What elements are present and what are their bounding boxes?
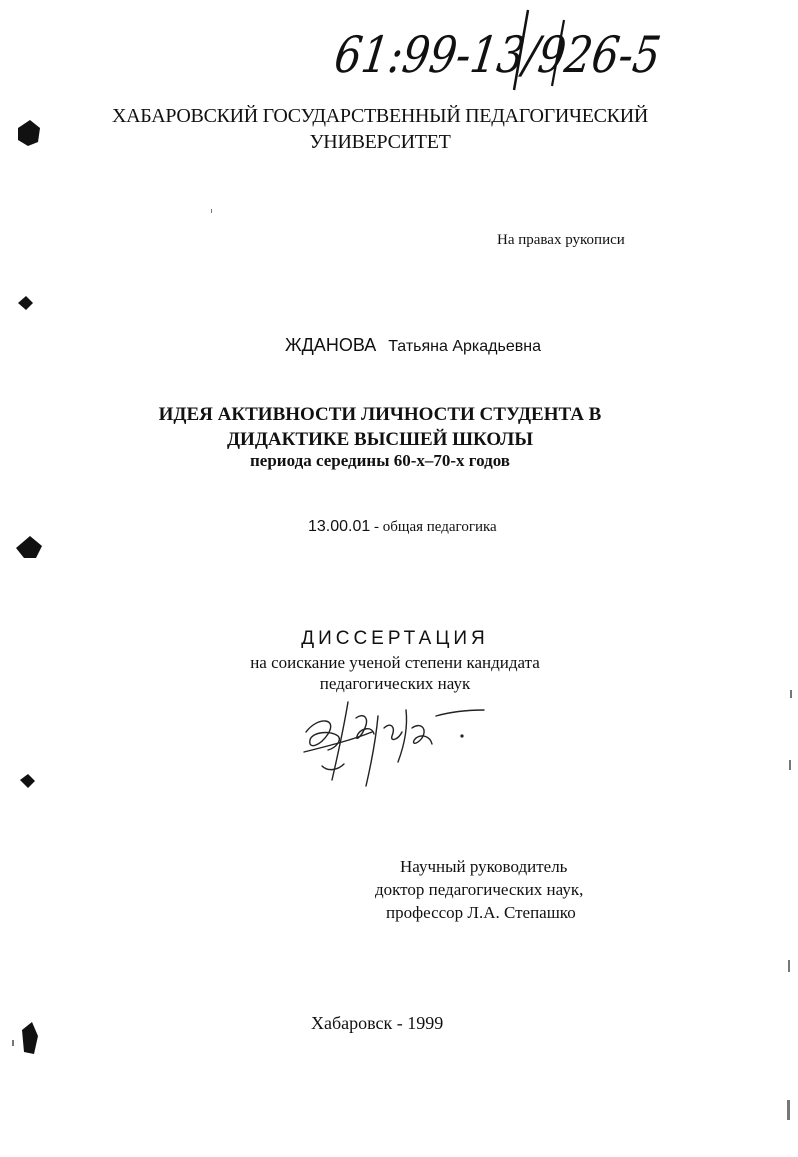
supervisor-degree: доктор педагогических наук, (375, 880, 584, 899)
author-given-name: Татьяна Аркадьевна (388, 338, 541, 355)
author-surname: ЖДАНОВА (285, 335, 377, 355)
binding-hole-mark (22, 1022, 38, 1054)
binding-hole-mark (16, 536, 42, 558)
thesis-title-line-2: ДИДАКТИКЕ ВЫСШЕЙ ШКОЛЫ (226, 429, 533, 450)
svg-text:61:99-13/926-5: 61:99-13/926-5 (331, 25, 725, 84)
degree-line-1: на соискание ученой степени кандидата (250, 653, 540, 672)
binding-hole-mark (18, 296, 33, 310)
binding-hole-mark (18, 120, 40, 146)
university-line-1: ХАБАРОВСКИЙ ГОСУДАРСТВЕННЫЙ ПЕДАГОГИЧЕСКИЙ (111, 105, 648, 127)
binding-hole-mark (20, 774, 35, 788)
university-line-2: УНИВЕРСИТЕТ (309, 131, 451, 153)
supervisor-role: Научный руководитель (400, 857, 568, 876)
document-type: ДИССЕРТАЦИЯ (301, 628, 489, 649)
thesis-subtitle: периода середины 60-х–70-х годов (250, 451, 510, 470)
specialty-code: 13.00.01 (308, 518, 371, 535)
manuscript-rights-note: На правах рукописи (497, 232, 625, 248)
city-and-year: Хабаровск - 1999 (311, 1013, 444, 1033)
degree-line-2: педагогических наук (319, 674, 471, 693)
thesis-title-line-1: ИДЕЯ АКТИВНОСТИ ЛИЧНОСТИ СТУДЕНТА В (158, 404, 602, 425)
specialty-name: - общая педагогика (370, 519, 497, 535)
supervisor-name: профессор Л.А. Степашко (386, 903, 576, 922)
